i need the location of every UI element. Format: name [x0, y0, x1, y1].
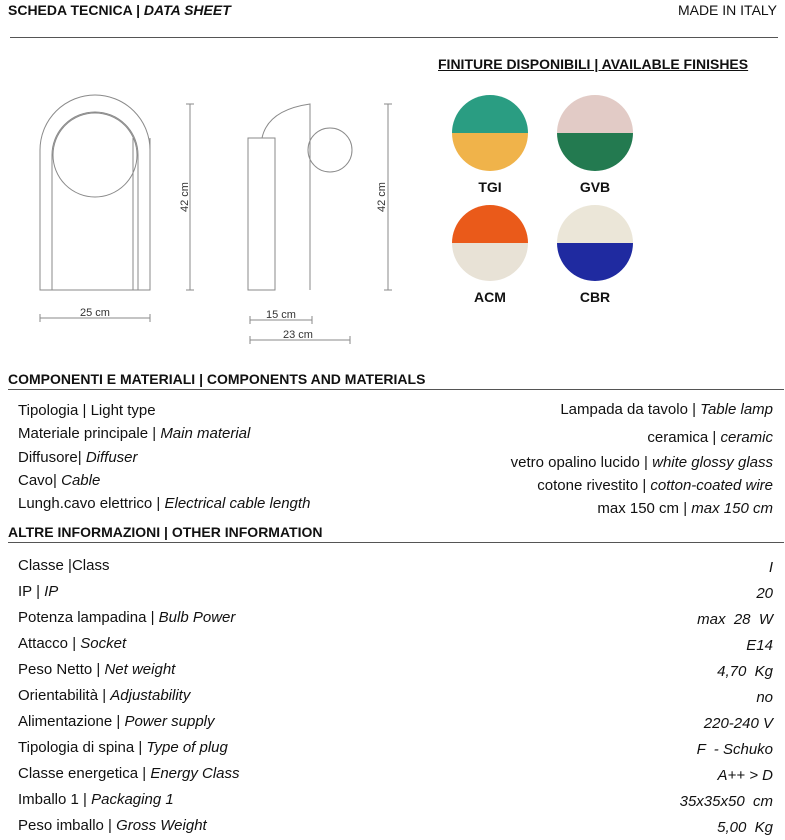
label-english: Gross Weight	[116, 817, 207, 834]
label-english: Energy Class	[150, 765, 240, 782]
label-english: Class	[71, 557, 110, 574]
row-value	[511, 454, 773, 471]
label-separator: |	[103, 817, 117, 834]
value-separator: |	[638, 477, 651, 494]
finish-swatch-acm	[450, 203, 530, 305]
finishes-title: FINITURE DISPONIBILI | AVAILABLE FINISHES	[438, 56, 749, 72]
finish-disc	[555, 93, 635, 173]
row-label	[18, 583, 58, 600]
finish-disc-bottom	[450, 243, 530, 283]
row-value: 20	[756, 585, 773, 602]
label-separator: |	[92, 661, 105, 678]
row-value: A++ > D	[717, 767, 773, 784]
finish-disc-top	[555, 93, 635, 133]
finish-disc-top	[450, 93, 530, 133]
row-value: max 28 W	[697, 611, 773, 628]
finish-disc	[450, 93, 530, 173]
label-separator: |	[78, 402, 91, 419]
label-separator: |	[98, 687, 111, 704]
row-value: no	[756, 689, 773, 706]
title-english: DATA SHEET	[143, 2, 231, 18]
value-english: ceramic	[720, 429, 773, 446]
value-english: cotton-coated wire	[650, 477, 773, 494]
label-separator: |	[78, 791, 92, 808]
label-separator: |	[31, 583, 45, 600]
row-value	[560, 401, 773, 418]
label-italian: Diffusore	[18, 449, 78, 466]
label-italian: Lungh.cavo elettrico	[18, 495, 153, 512]
label-italian: Potenza lampadina	[18, 609, 147, 626]
value-italian: cotone rivestito	[537, 477, 639, 494]
side-height-label: 42 cm	[376, 182, 388, 212]
value-separator: |	[679, 500, 692, 517]
other-info-title: ALTRE INFORMAZIONI | OTHER INFORMATION	[8, 524, 323, 540]
row-value	[597, 500, 773, 517]
document-title	[8, 2, 231, 18]
finish-disc-top	[450, 203, 530, 243]
label-english: Main material	[160, 425, 251, 442]
side-view-globe	[308, 128, 352, 172]
row-value: 220-240 V	[703, 715, 773, 732]
value-english: Table lamp	[700, 401, 773, 418]
row-label	[18, 817, 207, 834]
technical-drawing	[0, 90, 420, 355]
finish-disc-top	[555, 203, 635, 243]
label-italian: Peso Netto	[18, 661, 93, 678]
row-label	[18, 402, 156, 419]
label-separator: |	[63, 557, 72, 574]
row-label	[18, 425, 250, 442]
row-label	[18, 739, 228, 756]
row-label	[18, 687, 190, 704]
label-english: Diffuser	[85, 449, 138, 466]
finish-disc	[450, 203, 530, 283]
finish-swatch-gvb	[555, 93, 635, 195]
row-label	[18, 495, 310, 512]
label-separator: |	[53, 472, 62, 489]
side-depth-total-label: 23 cm	[283, 329, 313, 341]
other-info-rule	[8, 542, 784, 543]
label-english: Light type	[90, 402, 156, 419]
row-label	[18, 791, 174, 808]
row-label	[18, 449, 138, 466]
label-english: Power supply	[124, 713, 215, 730]
row-label	[18, 635, 126, 652]
components-title: COMPONENTI E MATERIALI | COMPONENTS AND MATERIALS	[8, 371, 426, 387]
label-separator: |	[112, 713, 125, 730]
row-label	[18, 557, 109, 574]
front-view-inner-arch	[52, 112, 138, 290]
row-value: I	[768, 559, 773, 576]
value-italian: ceramica	[647, 429, 709, 446]
label-italian: Alimentazione	[18, 713, 113, 730]
row-value	[537, 477, 773, 494]
label-italian: Tipologia	[18, 402, 79, 419]
row-value: 35x35x50 cm	[679, 793, 773, 810]
header-rule	[10, 37, 778, 38]
row-label	[18, 472, 100, 489]
label-italian: Imballo 1	[18, 791, 79, 808]
finish-disc-bottom	[450, 133, 530, 173]
label-english: Cable	[61, 472, 101, 489]
finish-code: CBR	[579, 289, 611, 305]
value-separator: |	[639, 454, 653, 471]
value-separator: |	[708, 429, 721, 446]
label-english: Packaging 1	[91, 791, 174, 808]
front-height-label: 42 cm	[179, 182, 191, 212]
side-depth-base-label: 15 cm	[266, 309, 296, 321]
label-english: Electrical cable length	[164, 495, 311, 512]
value-separator: |	[687, 401, 701, 418]
label-italian: Orientabilità	[18, 687, 99, 704]
finish-disc-bottom	[555, 243, 635, 283]
label-english: Net weight	[104, 661, 176, 678]
row-label	[18, 609, 235, 626]
row-label	[18, 765, 240, 782]
front-width-label: 25 cm	[80, 307, 110, 319]
value-italian: Lampada da tavolo	[560, 401, 688, 418]
label-separator: |	[146, 609, 159, 626]
value-english: max 150 cm	[691, 500, 773, 517]
label-english: IP	[44, 583, 59, 600]
components-rule	[8, 389, 784, 390]
label-separator: |	[152, 495, 165, 512]
row-value: F - Schuko	[696, 741, 773, 758]
side-view-hood	[262, 104, 310, 290]
front-view-globe	[53, 113, 137, 197]
label-italian: IP	[18, 583, 32, 600]
label-italian: Peso imballo	[18, 817, 104, 834]
made-in-label: MADE IN ITALY	[677, 2, 777, 18]
value-italian: max 150 cm	[597, 500, 680, 517]
finish-code: GVB	[579, 179, 611, 195]
value-italian: vetro opalino lucido	[510, 454, 640, 471]
title-separator: |	[132, 2, 144, 18]
finish-code: ACM	[474, 289, 506, 305]
label-italian: Cavo	[18, 472, 54, 489]
row-value	[647, 429, 773, 446]
finish-disc	[555, 203, 635, 283]
finish-code: TGI	[478, 179, 502, 195]
finish-swatch-tgi	[450, 93, 530, 195]
finish-swatch-cbr	[555, 203, 635, 305]
label-english: Bulb Power	[158, 609, 236, 626]
label-english: Socket	[80, 635, 127, 652]
value-english: white glossy glass	[652, 454, 773, 471]
row-label	[18, 661, 175, 678]
row-label	[18, 713, 215, 730]
title-italian: SCHEDA TECNICA	[8, 2, 133, 18]
label-separator: |	[77, 449, 86, 466]
row-value: 5,00 Kg	[717, 819, 773, 836]
label-separator: |	[148, 425, 161, 442]
label-italian: Materiale principale	[18, 425, 149, 442]
label-italian: Classe	[18, 557, 64, 574]
label-italian: Tipologia di spina	[18, 739, 135, 756]
label-english: Adjustability	[110, 687, 191, 704]
label-separator: |	[68, 635, 81, 652]
label-italian: Attacco	[18, 635, 69, 652]
row-value: E14	[746, 637, 773, 654]
finish-disc-bottom	[555, 133, 635, 173]
label-italian: Classe energetica	[18, 765, 139, 782]
side-view-body	[248, 138, 275, 290]
label-english: Type of plug	[146, 739, 228, 756]
label-separator: |	[138, 765, 151, 782]
label-separator: |	[134, 739, 147, 756]
row-value: 4,70 Kg	[717, 663, 773, 680]
